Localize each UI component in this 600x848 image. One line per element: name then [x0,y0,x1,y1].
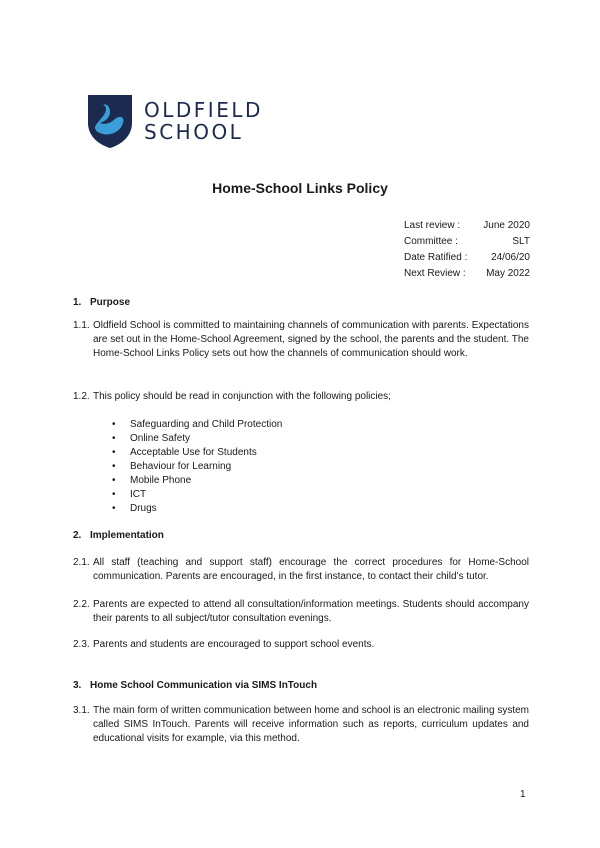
page-number: 1 [520,789,526,800]
paragraph-1-1 [73,319,529,361]
related-policies-list [112,418,282,516]
paragraph-text: Oldfield School is committed to maintaining channels of communication with parents. Expectations are set out in the Home-School Agreement, signed by the school, the parents and the student. The Home-School Links Policy sets out how the channels of communication should work. [93,320,529,359]
school-wordmark [144,99,263,143]
section-heading-implementation [73,530,164,541]
paragraph-3-1 [73,704,529,746]
paragraph-2-2 [73,598,529,626]
list-item: • Acceptable Use for Students [112,446,282,460]
paragraph-text: The main form of written communication between home and school is an electronic mailing system called SIMS InTouch. Parents will receive information such as reports, curriculum updates and educational visits for example, via this method. [93,705,529,744]
section-number: 1. [73,297,82,308]
paragraph-number: 2.3. [73,639,90,650]
meta-row [404,234,530,250]
meta-label: Last review : [404,220,461,231]
school-logo [86,93,263,149]
paragraph-text: All staff (teaching and support staff) encourage the correct procedures for Home-School communication. Parents are encouraged, in the first instance, to contact their child’s tutor. [93,557,529,582]
meta-label: Next Review : [404,268,466,279]
paragraph-text: Parents and students are encouraged to support school events. [93,639,375,650]
meta-value: June 2020 [483,220,530,231]
section-number: 3. [73,680,82,691]
paragraph-1-2 [73,390,529,404]
section-title: Purpose [90,297,131,308]
paragraph-number: 3.1. [73,705,90,716]
section-number: 2. [73,530,82,541]
list-item: • ICT [112,488,282,502]
meta-label: Date Ratified : [404,252,468,263]
paragraph-text: This policy should be read in conjunction with the following policies; [93,391,391,402]
paragraph-number: 2.1. [73,557,90,568]
paragraph-text: Parents are expected to attend all consultation/information meetings. Students should accompany their parents to all subject/tutor consultation evenings. [93,599,529,624]
list-item: • Behaviour for Learning [112,460,282,474]
section-title: Home School Communication via SIMS InTouch [90,680,318,691]
paragraph-2-1 [73,556,529,584]
meta-row [404,266,530,282]
meta-value: May 2022 [486,268,530,279]
document-title: Home-School Links Policy [212,180,388,196]
review-meta-table [404,218,530,282]
logo-line-1: OLDFIELD [144,98,263,122]
section-title: Implementation [90,530,164,541]
paragraph-number: 1.1. [73,320,90,331]
list-item: • Online Safety [112,432,282,446]
logo-line-2: SCHOOL [144,120,244,144]
meta-row [404,218,530,234]
meta-value: SLT [512,236,530,247]
paragraph-number: 2.2. [73,599,90,610]
paragraph-2-3 [73,638,529,652]
meta-row [404,250,530,266]
section-heading-purpose [73,297,130,308]
list-item: • Drugs [112,502,282,516]
list-item: • Mobile Phone [112,474,282,488]
section-heading-sims-intouch [73,680,317,691]
meta-value: 24/06/20 [491,252,530,263]
list-item: • Safeguarding and Child Protection [112,418,282,432]
meta-label: Committee : [404,236,458,247]
paragraph-number: 1.2. [73,391,90,402]
swan-shield-icon [86,93,134,149]
